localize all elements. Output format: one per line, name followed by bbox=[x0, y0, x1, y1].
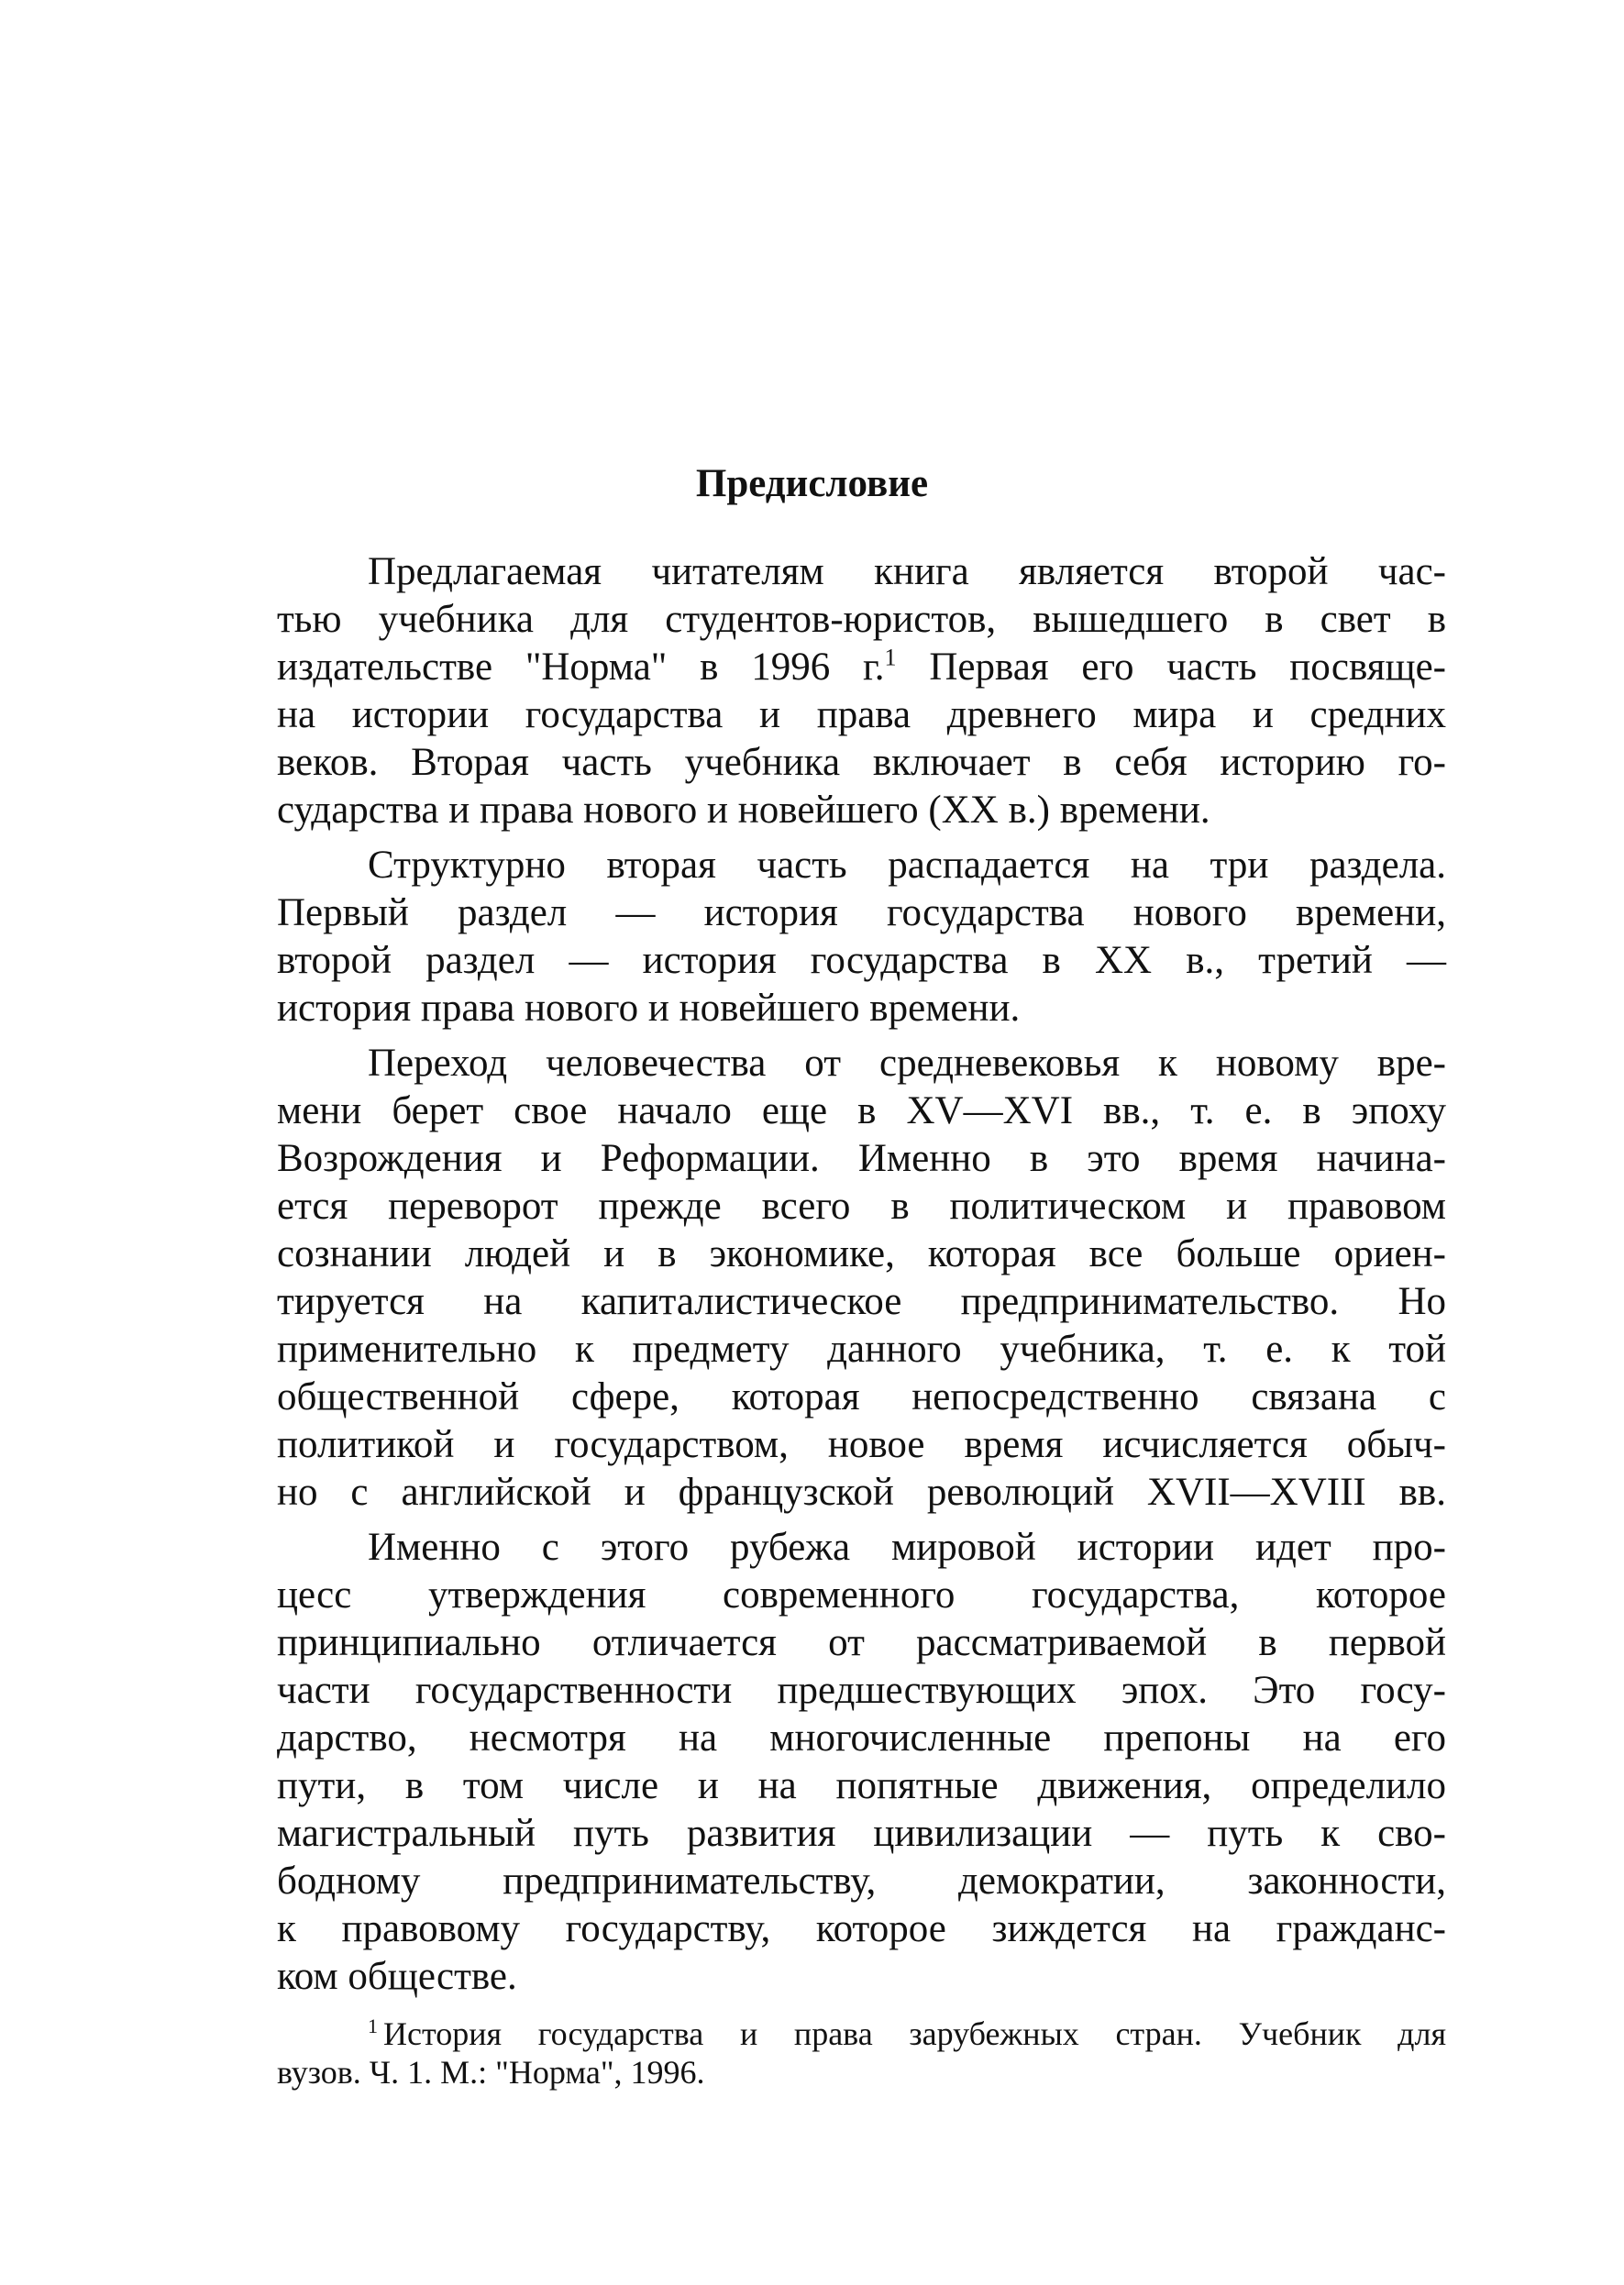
text-line: Переход человечества от средневековья к новому вре- bbox=[368, 1042, 1446, 1085]
footnote bbox=[277, 2015, 1446, 2092]
text-line-part: Первая его часть посвяще- bbox=[896, 646, 1446, 689]
text-line: ком обществе. bbox=[277, 1955, 517, 1998]
text-line: на истории государства и права древнего мира и средних bbox=[277, 693, 1446, 736]
text-line: применительно к предмету данного учебника, т. е. к той bbox=[277, 1328, 1446, 1371]
text-line: дарство, несмотря на многочисленные препоны на его bbox=[277, 1717, 1446, 1760]
text-line: второй раздел — история государства в XX в., третий — bbox=[277, 939, 1446, 982]
text-line: бодному предпринимательству, демократии, законности, bbox=[277, 1860, 1446, 1903]
text-line: но с английской и французской революций XVII—XVIII вв. bbox=[277, 1471, 1446, 1514]
text-line: сознании людей и в экономике, которая все больше ориен- bbox=[277, 1232, 1446, 1275]
text-line: принципиально отличается от рассматриваемой в первой bbox=[277, 1621, 1446, 1664]
text-line: части государственности предшествующих эпох. Это госу- bbox=[277, 1669, 1446, 1712]
text-line: история права нового и новейшего времени. bbox=[277, 987, 1021, 1030]
text-line: Структурно вторая часть распадается на три раздела. bbox=[368, 844, 1446, 887]
text-line: сударства и права нового и новейшего (XX в.) времени. bbox=[277, 789, 1210, 832]
footnote-line: вузов. Ч. 1. М.: "Норма", 1996. bbox=[277, 2054, 705, 2091]
paragraph-1 bbox=[277, 548, 1446, 834]
text-line: тируется на капиталистическое предпринимательство. Но bbox=[277, 1280, 1446, 1323]
text-line: Возрождения и Реформации. Именно в это время начина- bbox=[277, 1137, 1446, 1180]
footnote-reference: 1 bbox=[884, 644, 897, 671]
page-title: Предисловие bbox=[695, 462, 929, 505]
text-line: тью учебника для студентов-юристов, вышедшего в свет в bbox=[277, 598, 1446, 641]
text-line: пути, в том числе и на попятные движения, определило bbox=[277, 1764, 1446, 1807]
text-line: ется переворот прежде всего в политическом и правовом bbox=[277, 1185, 1446, 1228]
paragraph-4 bbox=[277, 1524, 1446, 2001]
text-line: общественной сфере, которая непосредственно связана с bbox=[277, 1375, 1446, 1418]
text-line: веков. Вторая часть учебника включает в себя историю го- bbox=[277, 741, 1446, 784]
footnote-line bbox=[277, 2015, 1446, 2053]
paragraph-3 bbox=[277, 1040, 1446, 1517]
text-line: к правовому государству, которое зиждется на гражданс- bbox=[277, 1907, 1446, 1950]
text-line: политикой и государством, новое время исчисляется обыч- bbox=[277, 1423, 1446, 1466]
main-text bbox=[277, 548, 1446, 2008]
text-line: Именно с этого рубежа мировой истории идет про- bbox=[368, 1526, 1446, 1569]
text-line: мени берет свое начало еще в XV—XVI вв., т. е. в эпоху bbox=[277, 1089, 1446, 1132]
text-line: цесс утверждения современного государства, которое bbox=[277, 1573, 1446, 1617]
text-line: магистральный путь развития цивилизации — путь к сво- bbox=[277, 1812, 1446, 1855]
text-line-with-footnote bbox=[277, 644, 1446, 691]
footnote-mark: 1 bbox=[368, 2015, 378, 2037]
text-line: Первый раздел — история государства нового времени, bbox=[277, 891, 1446, 934]
text-line: Предлагаемая читателям книга является второй час- bbox=[368, 550, 1446, 593]
text-line-part: издательстве "Норма" в 1996 г. bbox=[277, 646, 885, 689]
footnote-text: История государства и права зарубежных стран. Учебник для bbox=[383, 2015, 1446, 2052]
paragraph-2 bbox=[277, 842, 1446, 1032]
